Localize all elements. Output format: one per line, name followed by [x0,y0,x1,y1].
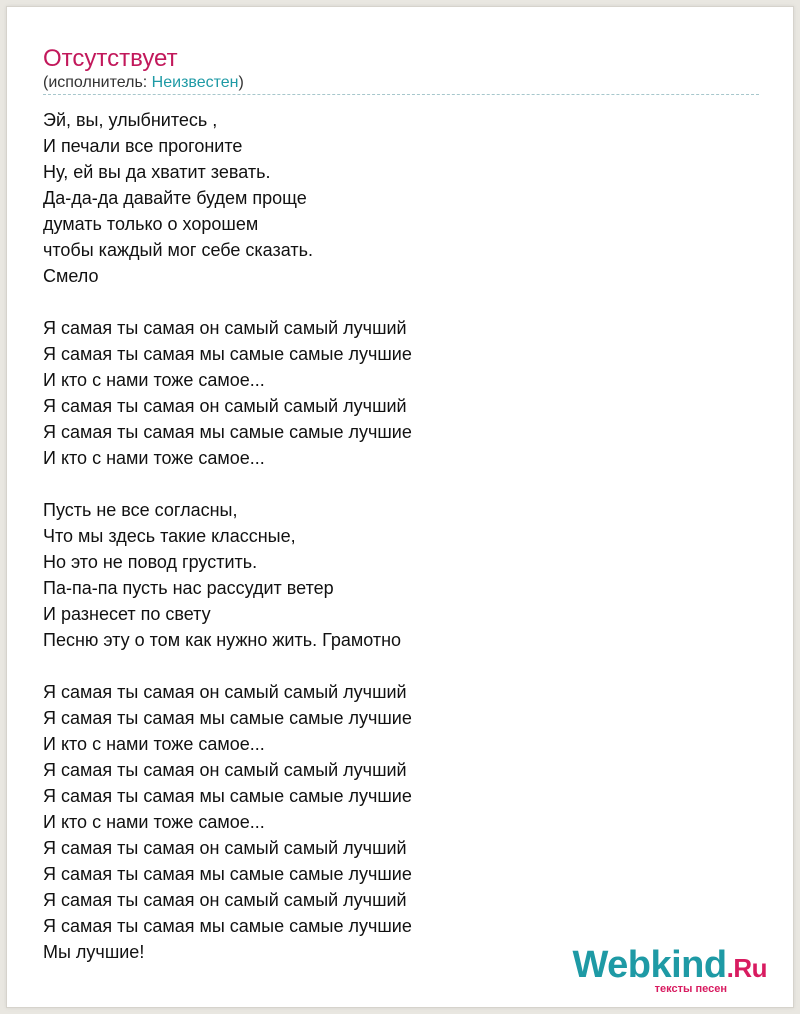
lyric-line: Я самая ты самая он самый самый лучший [43,318,407,338]
lyric-line: Я самая ты самая мы самые самые лучшие [43,864,412,884]
lyric-line: Я самая ты самая мы самые самые лучшие [43,344,412,364]
lyric-line: И кто с нами тоже самое... [43,370,265,390]
lyric-line: Я самая ты самая мы самые самые лучшие [43,786,412,806]
lyric-line: И кто с нами тоже самое... [43,448,265,468]
artist-prefix: (исполнитель: [43,74,152,91]
lyric-line: Смело [43,266,99,286]
logo-wordmark [572,945,767,988]
lyric-line: Я самая ты самая он самый самый лучший [43,838,407,858]
lyric-line: Я самая ты самая он самый самый лучший [43,396,407,416]
song-title: Отсутствует [43,45,178,72]
lyrics-body [43,107,412,965]
lyric-line: Что мы здесь такие классные, [43,526,296,546]
lyric-line [43,653,412,679]
lyric-line [43,471,412,497]
lyric-line: чтобы каждый мог себе сказать. [43,240,313,260]
logo-tagline: тексты песен [654,983,727,995]
artist-line [43,73,244,93]
lyric-line: Я самая ты самая мы самые самые лучшие [43,422,412,442]
lyric-line: Я самая ты самая мы самые самые лучшие [43,916,412,936]
lyric-line: Но это не повод грустить. [43,552,258,572]
logo-main-text: Webkind [572,944,727,986]
lyric-line: Песню эту о том как нужно жить. Грамотно [43,630,402,650]
lyric-line: И кто с нами тоже самое... [43,812,265,832]
lyric-line [43,289,412,315]
artist-link[interactable]: Неизвестен [151,74,239,91]
lyric-line: Пусть не все согласны, [43,500,238,520]
logo-tld: .Ru [726,953,767,983]
artist-suffix: ) [238,74,244,91]
lyric-line: думать только о хорошем [43,214,259,234]
lyric-line: Я самая ты самая мы самые самые лучшие [43,708,412,728]
site-logo[interactable] [572,944,767,995]
lyric-line: И печали все прогоните [43,136,243,156]
lyric-line: Да-да-да давайте будем проще [43,188,307,208]
lyrics-sheet [6,6,794,1008]
lyric-line: Я самая ты самая он самый самый лучший [43,682,407,702]
lyric-line: Па-па-па пусть нас рассудит ветер [43,578,334,598]
lyric-line: И кто с нами тоже самое... [43,734,265,754]
lyric-line: Я самая ты самая он самый самый лучший [43,890,407,910]
lyric-line: И разнесет по свету [43,604,211,624]
lyric-line: Я самая ты самая он самый самый лучший [43,760,407,780]
lyric-line: Мы лучшие! [43,942,145,962]
lyric-line: Ну, ей вы да хватит зевать. [43,162,271,182]
lyric-line: Эй, вы, улыбнитесь , [43,110,218,130]
header-divider [43,94,759,95]
